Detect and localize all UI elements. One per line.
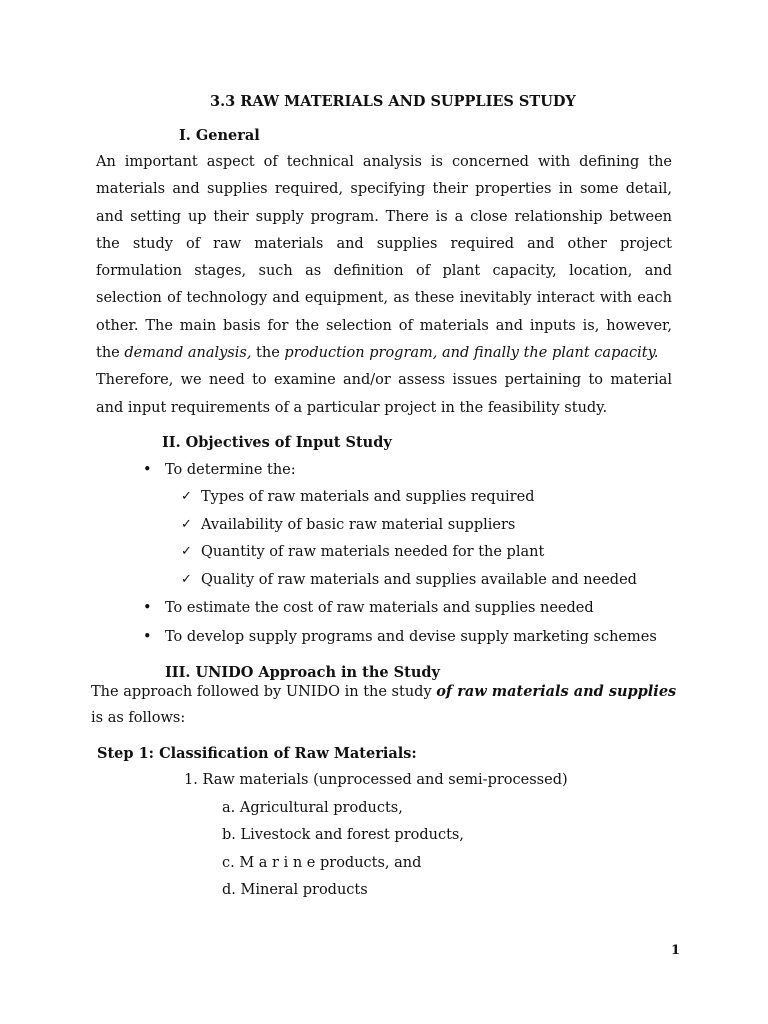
bullet-icon: • [143, 462, 152, 478]
page-title: 3.3 RAW MATERIALS AND SUPPLIES STUDY [210, 93, 576, 110]
page-number: 1 [671, 943, 681, 958]
paragraph-line: materials and supplies required, specifying their properties in some detail, [96, 181, 672, 198]
checkmark-icon: ✓ [181, 517, 192, 532]
text-run: the [251, 345, 285, 362]
paragraph-line: other. The main basis for the selection of materials and inputs is, however, [96, 317, 672, 334]
check-item-text: Availability of basic raw material suppliers [201, 517, 516, 533]
bullet-text: To develop supply programs and devise supply marketing schemes [165, 629, 657, 645]
sub-item: a. Agricultural products, [222, 800, 403, 816]
paragraph-line: formulation stages, such as definition of plant capacity, location, and [96, 263, 672, 280]
paragraph-line: Therefore, we need to examine and/or assess issues pertaining to material [96, 372, 672, 389]
paragraph-line-emphasis [96, 340, 672, 367]
bullet-text: To estimate the cost of raw materials and supplies needed [165, 600, 594, 616]
step-heading [97, 745, 417, 762]
bullet-text: To determine the: [165, 462, 296, 478]
unido-intro-line: is as follows: [91, 710, 186, 726]
paragraph-line: selection of technology and equipment, as these inevitably interact with each [96, 290, 672, 307]
checkmark-icon: ✓ [181, 489, 192, 504]
section-heading-unido: III. UNIDO Approach in the Study [165, 664, 440, 681]
paragraph-line: An important aspect of technical analysis is concerned with defining the [96, 154, 672, 170]
general-paragraph [96, 149, 672, 422]
italic-run: demand analysis, [124, 345, 252, 362]
check-item-text: Quantity of raw materials needed for the plant [201, 544, 545, 560]
numbered-item: 1. Raw materials (unprocessed and semi-processed) [184, 772, 568, 788]
checkmark-icon: ✓ [181, 572, 192, 587]
italic-run: production program, and finally the plant capacity. [284, 345, 659, 362]
sub-item: b. Livestock and forest products, [222, 827, 464, 843]
paragraph-line: the study of raw materials and supplies required and other project [96, 235, 672, 252]
bold-italic-run: of raw materials and supplies [436, 683, 677, 700]
section-heading-objectives: II. Objectives of Input Study [162, 434, 392, 451]
sub-item: c. M a r i n e products, and [222, 855, 422, 871]
step-title: : Classification of Raw Materials: [148, 745, 417, 762]
text-run: the [96, 345, 125, 362]
text-run: The approach followed by UNIDO in the study [91, 684, 437, 700]
unido-intro-line [91, 683, 676, 700]
checkmark-icon: ✓ [181, 544, 192, 559]
step-label: Step 1 [97, 745, 149, 762]
paragraph-line: and input requirements of a particular project in the feasibility study. [96, 399, 608, 416]
check-item-text: Types of raw materials and supplies required [201, 489, 535, 505]
paragraph-line: and setting up their supply program. There is a close relationship between [96, 208, 672, 225]
check-item-text: Quality of raw materials and supplies available and needed [201, 572, 637, 588]
bullet-icon: • [143, 629, 152, 645]
section-heading-general: I. General [179, 127, 260, 144]
bullet-icon: • [143, 600, 152, 616]
sub-item: d. Mineral products [222, 882, 368, 898]
